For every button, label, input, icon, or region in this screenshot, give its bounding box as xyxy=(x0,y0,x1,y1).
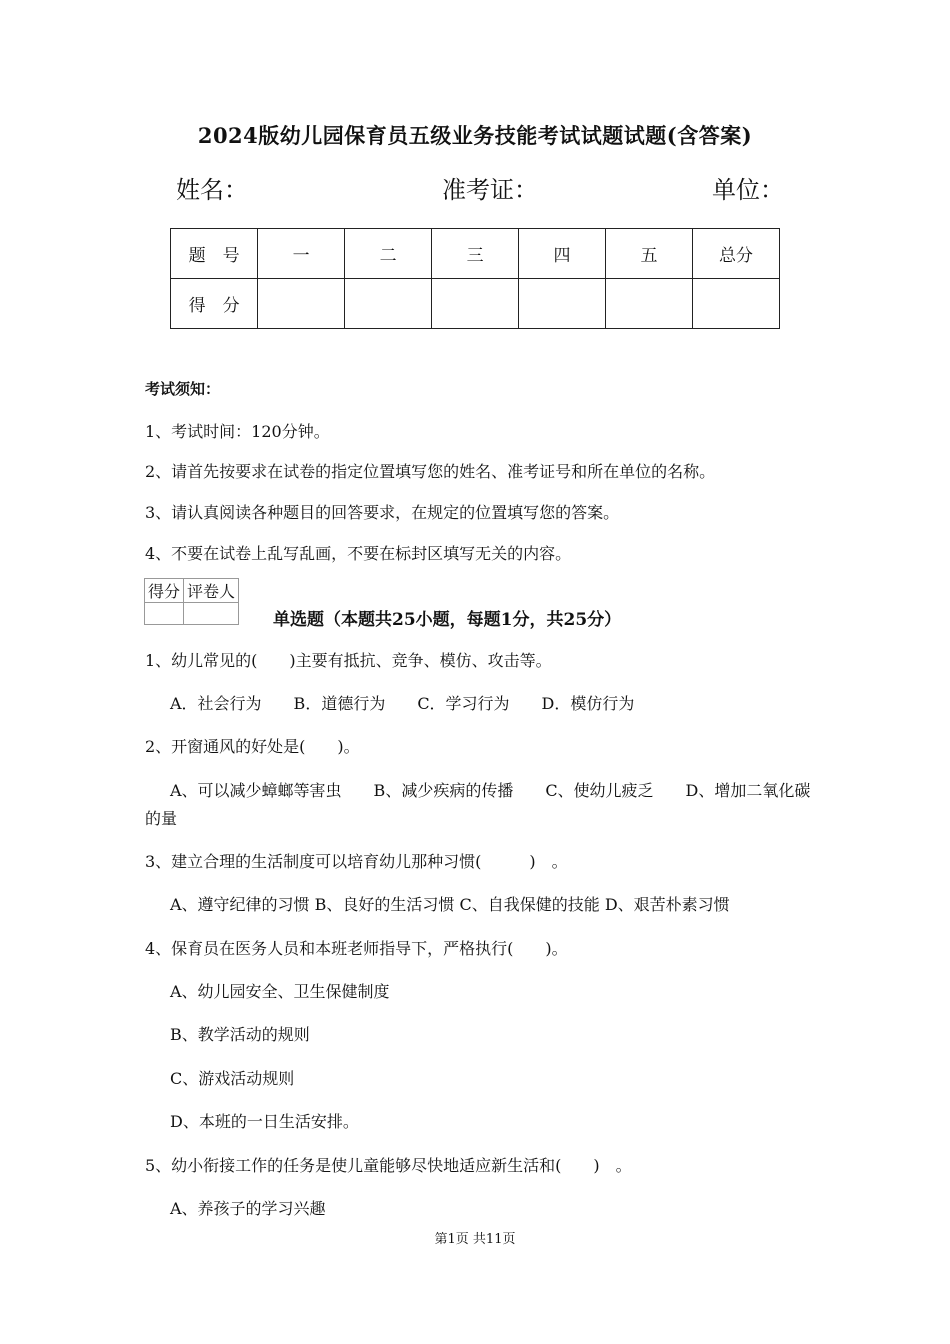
score-table-header-cell: 五 xyxy=(606,229,693,279)
score-cell[interactable] xyxy=(258,279,345,329)
notice-item: 1、考试时间：120分钟。 xyxy=(145,422,330,441)
question-stem: 4、保育员在医务人员和本班老师指导下，严格执行( )。 xyxy=(145,939,568,958)
score-cell[interactable] xyxy=(345,279,432,329)
question-option: A、养孩子的学习兴趣 xyxy=(170,1199,326,1218)
unit-field-label: 单位： xyxy=(712,176,784,204)
question-option: B、教学活动的规则 xyxy=(170,1025,310,1044)
question-stem: 5、幼小衔接工作的任务是使儿童能够尽快地适应新生活和( ) 。 xyxy=(145,1156,632,1175)
score-table-row-label: 得 分 xyxy=(171,279,258,329)
question-options: A、可以减少蟑螂等害虫 B、减少疾病的传播 C、使幼儿疲乏 D、增加二氧化碳 xyxy=(170,781,811,800)
question-options: A．社会行为 B．道德行为 C．学习行为 D．模仿行为 xyxy=(170,694,635,713)
notice-item: 4、不要在试卷上乱写乱画，不要在标封区填写无关的内容。 xyxy=(145,544,572,563)
page-title: 2024版幼儿园保育员五级业务技能考试试题试题(含答案) xyxy=(197,123,753,148)
question-option: C、游戏活动规则 xyxy=(170,1069,295,1088)
score-table-header-cell: 一 xyxy=(258,229,345,279)
score-cell[interactable] xyxy=(692,279,779,329)
question-options-continued: 的量 xyxy=(145,809,178,828)
score-table-header-row xyxy=(171,229,780,279)
score-table-header-cell: 三 xyxy=(432,229,519,279)
grader-score-label: 得分 xyxy=(145,579,184,603)
grader-box xyxy=(144,578,239,625)
score-table-header-cell: 题 号 xyxy=(171,229,258,279)
question-options: A、遵守纪律的习惯 B、良好的生活习惯 C、自我保健的技能 D、艰苦朴素习惯 xyxy=(170,895,730,914)
grader-score-cell[interactable] xyxy=(145,603,184,625)
question-stem: 2、开窗通风的好处是( )。 xyxy=(145,737,360,756)
grader-name-cell[interactable] xyxy=(184,603,239,625)
score-cell[interactable] xyxy=(606,279,693,329)
score-table-header-cell: 二 xyxy=(345,229,432,279)
notice-heading: 考试须知： xyxy=(145,380,221,398)
notice-item: 3、请认真阅读各种题目的回答要求，在规定的位置填写您的答案。 xyxy=(145,503,620,522)
notice-item: 2、请首先按要求在试卷的指定位置填写您的姓名、准考证号和所在单位的名称。 xyxy=(145,462,716,481)
name-field-label: 姓名： xyxy=(176,176,248,204)
grader-name-label: 评卷人 xyxy=(184,579,239,603)
score-cell[interactable] xyxy=(432,279,519,329)
score-table-header-cell: 四 xyxy=(519,229,606,279)
question-stem: 1、幼儿常见的( )主要有抵抗、竞争、模仿、攻击等。 xyxy=(145,651,552,670)
question-option: D、本班的一日生活安排。 xyxy=(170,1112,359,1131)
exam-number-field-label: 准考证： xyxy=(442,176,538,204)
score-table-score-row xyxy=(171,279,780,329)
question-stem: 3、建立合理的生活制度可以培育幼儿那种习惯( ) 。 xyxy=(145,852,568,871)
question-option: A、幼儿园安全、卫生保健制度 xyxy=(170,982,390,1001)
score-table xyxy=(170,228,780,329)
score-cell[interactable] xyxy=(519,279,606,329)
score-table-header-cell: 总分 xyxy=(692,229,779,279)
section-title: 单选题（本题共25小题，每题1分，共25分） xyxy=(273,610,622,630)
page-footer: 第1页 共11页 xyxy=(434,1232,516,1247)
